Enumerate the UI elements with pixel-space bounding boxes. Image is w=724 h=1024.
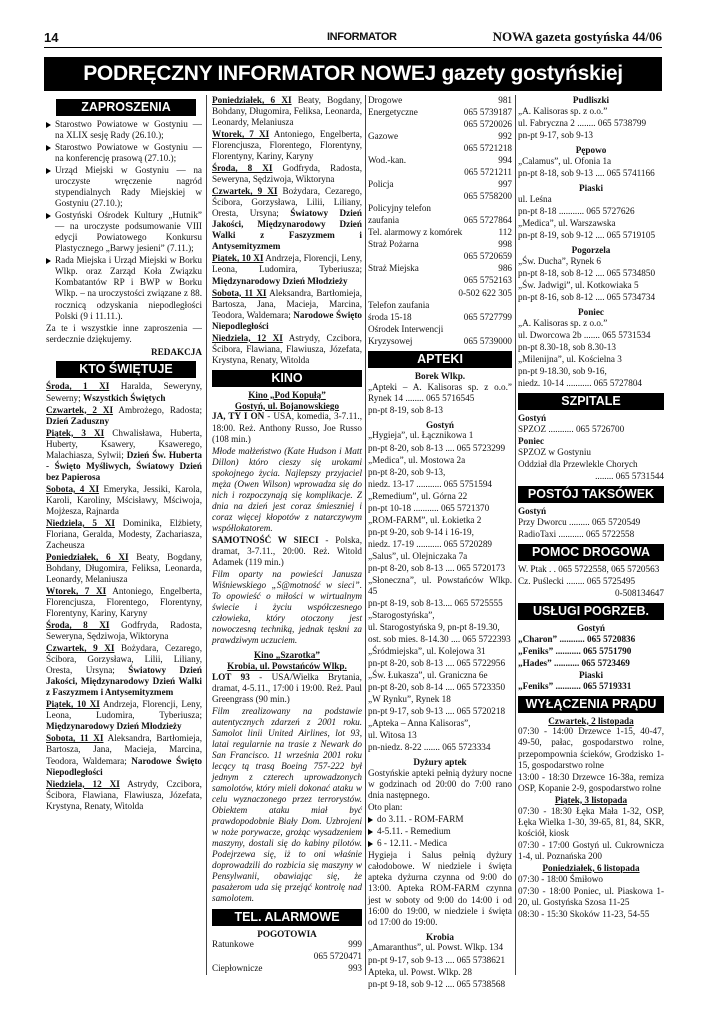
invitation-item: Starostwo Powiatowe w Gostyniu — na XLIX sesję Rady (26.10.); [46, 119, 202, 141]
alarm-number: 112 [498, 227, 512, 238]
outage-text: 13:00 - 18:30 Drzewce 16-38a, remiza OSP, Kopanie 2-9, gospodarstwo rolne [518, 771, 664, 793]
alarm-row [368, 155, 512, 166]
film-title: LOT 93 [212, 671, 250, 682]
pharmacy-line: „Amaranthus”, ul. Powst. Wlkp. 134 [368, 942, 504, 953]
funeral-line: „Feniks” ........... 065 5751790 [518, 645, 632, 656]
pharmacy-line: „Apteki – A. Kalisoras sp. z o.o.” Rynek 14 ........ 065 5716545 [368, 381, 512, 403]
pharmacy-line: „Calamus”, ul. Ofonia 1a [518, 155, 612, 166]
pharmacy-line: pn-pt 8-20, sob 8-13 .... 065 5722956 [368, 658, 506, 669]
taxi-line: Przy Dworcu ......... 065 5720549 [518, 516, 641, 527]
pharmacy-line: „Salus”, ul. Olejniczaka 7a [368, 550, 468, 561]
alarm-number: 0-502 622 305 [458, 287, 512, 298]
column-1 [46, 95, 202, 975]
name-day-names: Beaty, Bogdany, Bohdany, Długomira, Feliksa, Leonarda, Leonardy, Melaniusza [212, 95, 362, 128]
funeral-line: „Hades” ........... 065 5723469 [518, 657, 630, 668]
alarm-number: 065 5720471 [313, 951, 362, 962]
name-day-names: Beaty, Bogdany, Bohdany, Długomira, Feliksa, Leonarda, Leonardy, Melaniusza [46, 551, 202, 585]
section-kino: KINO [212, 370, 362, 387]
pharmacy-line: pn-pt 9-17, sob 9-13 [518, 129, 594, 140]
alarm-row [368, 179, 512, 190]
alarm-row [368, 95, 512, 106]
name-day-date: Niedziela, 12 XI [46, 778, 120, 789]
name-day-date: Czwartek, 9 XI [46, 643, 115, 654]
alarm-number: 065 5720659 [463, 251, 512, 262]
town-heading: Gostyń [425, 419, 455, 430]
pharmacy-line: pn-pt 8-20, sob 9-13, [368, 466, 446, 477]
section-apteki: APTEKI [368, 351, 512, 368]
name-day-entry [212, 288, 362, 332]
alarm-number: 065 5739000 [463, 335, 512, 346]
alarm-number: 065 5727864 [463, 215, 512, 226]
pharmacy-line: ul. Leśna [518, 193, 552, 204]
name-day-date: Sobota, 4 XI [46, 483, 100, 494]
hospital-line: SPZOZ w Gostyniu [518, 446, 591, 457]
alarm-label: Straż Miejska [368, 263, 419, 274]
duty-heading: Dyżury aptek [413, 757, 467, 768]
alarm-label: Policja [368, 179, 394, 190]
film-title: JA, TY I ON [212, 411, 265, 422]
name-day-entry [212, 253, 362, 286]
alarm-label: Telefon zaufania [368, 299, 430, 310]
pharmacy-line: ul. Witosa 13 [368, 730, 417, 741]
pharmacy-line: pn-niedz. 8-22 ....... 065 5723334 [368, 742, 491, 753]
roadside-line: W. Ptak . . 065 5722558, 065 5720563 [518, 563, 660, 574]
alarm-number: 999 [348, 939, 362, 950]
pharmacy-line: „Hygieja”, ul. Łącznikowa 1 [368, 430, 474, 441]
pharmacy-line: „Milenijna”, ul. Kościelna 3 [518, 353, 622, 364]
alarm-row [212, 951, 362, 962]
pharmacy-line: „Słoneczna”, ul. Powstańców Wlkp. 45 [368, 574, 512, 596]
pharmacy-line: pn-pt 8-19, sob 8-13 [368, 404, 444, 415]
pharmacy-line: niedz. 10-14 ........... 065 5727804 [518, 377, 643, 388]
pharmacy-line: „Św. Ducha”, Rynek 6 [518, 255, 601, 266]
pharmacy-line: ul. Starogostyńska 9, pn-pt 8-19.30, [368, 621, 500, 632]
name-day-entry [46, 405, 202, 427]
alarm-number: 986 [498, 263, 512, 274]
alarm-number: 065 5721218 [463, 143, 512, 154]
cinema-name: Kino „Szarotka” [254, 650, 320, 661]
film-description: Film zrealizowany na podstawie autentycznych zdarzeń z 2001 roku. Samolot linii United Airlines, lot 93, lataі regularnie na trasie z Newark do San Francisco. 11 września 2001 roku lecący tą trasą Boeing 757-222 był jednym z czterech uprowadzonych samolotów, który mieli dokonać ataku w celu wyznaczonego przez terrorystów. Obiektem ataku miał być prawdopodobnie Biały Dom. Uzbrojeni w noże porywacze, grożąc wysadzeniem maszyny, dostali się do kabiny pilotów. Podejrzewa się, iż to oni właśnie doprowadzili do rozbicia się maszyny w Pensylwanii, obawiając się, że pasażerom uda się przejąć kontrolę nad samolotem. [212, 705, 362, 904]
section-name: INFORMATOR [327, 31, 397, 43]
name-day-names: Bożydara, Cezarego, Ścibora, Gorzysława, Lilii, Liliany, Oresta, Ursyna; [46, 643, 203, 676]
outage-date: Czwartek, 2 listopada [548, 715, 634, 726]
name-day-entry [46, 620, 202, 642]
hospital-line: ........ 065 5731544 [595, 470, 664, 481]
alarm-row [368, 119, 512, 130]
roadside-line: Cz. Puślecki ........ 065 5725495 [518, 575, 636, 586]
pogotowia-heading: POGOTOWIA [257, 928, 317, 939]
hospital-line: SPZOZ ........... 065 5726700 [518, 423, 625, 434]
alarm-number: 065 5758200 [463, 191, 512, 202]
cinema-name: Kino „Pod Kopułą” [248, 389, 326, 400]
name-day-holiday: Międzynarodowy Dzień Młodzieży [212, 275, 348, 286]
alarm-label: Ratunkowe [212, 939, 254, 950]
outage-date: Piątek, 3 listopada [554, 794, 628, 805]
alarm-number: 065 5720026 [463, 119, 512, 130]
name-day-date: Środa, 8 XI [46, 620, 110, 631]
section-szpitale: SZPITALE [518, 393, 664, 410]
pharmacy-line: pn-pt 9-20, sob 9-14 i 16-19, [368, 526, 474, 537]
pharmacy-line: pn-pt 8.30-18, sob 8.30-13 [518, 341, 616, 352]
duty-item: do 3.11. - ROM-FARM [368, 814, 512, 825]
name-day-names: Andrzeja, Florencji, Leny, Leona, Ludomira, Tyberiusza; [212, 253, 362, 275]
film-description: Film oparty na powieści Janusza Wiśniewskiego „S@motność w sieci”. To opowieść o miłości w wirtualnym świecie i życiu współczesnego człowieka, który otoczony jest nowoczesną techniką, jednak tęskni za prawdziwym uczuciem. [212, 568, 362, 646]
alarm-number: 997 [498, 179, 512, 190]
name-day-date: Piątek, 10 XI [212, 253, 264, 264]
column-divider [365, 95, 366, 975]
hospital-line: Oddział dla Przewlekle Chorych [518, 458, 638, 469]
alarm-row [368, 288, 512, 299]
name-day-holiday: Dzień Zaduszny [46, 415, 110, 426]
pharmacy-line: ost. sob mies. 8-14.30 .... 065 5722393 [368, 634, 511, 644]
town-heading: Krobia [426, 931, 454, 942]
pharmacy-list [518, 256, 664, 303]
name-day-names: Astrydy, Czcibora, Ściborа, Flawiana, Flawiusza, Józefata, Krystyna, Renaty, Witolda [46, 778, 202, 811]
name-day-names: Haralda, Seweryny, Sewerny; [46, 381, 203, 403]
name-day-names: Bożydara, Cezarego, Ścibora, Gorzysława, Lilii, Liliany, Oresta, Ursyna; [212, 186, 363, 219]
funeral-line: „Charon” ........... 065 5720836 [518, 633, 636, 644]
pharmacy-line: pn-pt 9-18, sob 9-12 .... 065 5738568 [368, 978, 506, 989]
alarm-label: Ośrodek Interwencji [368, 323, 444, 334]
town-heading: Poniec [577, 306, 605, 317]
pharmacy-line: „Śródmiejska”, ul. Kolejowa 31 [368, 646, 486, 657]
town-heading: Gostyń [576, 622, 606, 633]
pharmacy-line: pn-pt 8-19, sob 9-12 .... 065 5719105 [518, 229, 656, 240]
alarm-row [212, 939, 362, 950]
name-day-holiday: Dzień Św. Huberta - Święto Myśliwych, Światowy Dzień bez Papierosa [46, 449, 202, 482]
name-day-entry [46, 586, 202, 619]
name-day-holiday: Światowy Dzień Jakości, Międzynarodowy Dzień Walki z Faszyzmem i Antysemityzmem [46, 665, 202, 698]
pharmacy-line: „W Rynku”, Rynek 18 [368, 694, 451, 705]
pharmacy-line: pn-pt 8-19, sob 8-13.... 065 5725555 [368, 597, 503, 608]
town-heading: Pępowo [575, 144, 607, 155]
name-day-entry [46, 381, 202, 403]
name-day-date: Niedziela, 12 XI [212, 332, 283, 343]
name-day-date: Środa, 8 XI [212, 163, 273, 174]
alarm-label: Drogowe [368, 95, 403, 105]
outage-text: 07:30 - 18:00 Poniec, ul. Piaskowa 1-20, ul. Gostyńska Szosa 11-25 [518, 885, 664, 907]
section-tel-alarmowe: TEL. ALARMOWE [212, 909, 362, 926]
name-day-date: Poniedziałek, 6 XI [46, 551, 129, 562]
film-info: - Polska, dramat, 3-7.11., 20:00. Reż. Witold Adamek (119 min.) [212, 534, 362, 567]
pharmacy-line: pn-pt 8-18, sob 9-13 .... 065 5741166 [518, 167, 655, 178]
pharmacy-list [368, 382, 512, 416]
name-day-date: Piątek, 10 XI [46, 699, 100, 710]
alarm-number: 994 [498, 155, 512, 166]
town-heading: Gostyń [518, 412, 547, 423]
outage-text: 07:30 - 14:00 Drzewce 1-15, 40-47, 49-50, pałac, gospodarstwo rolne, przepompownia ścieków, Grodzisko 1-15, gospodarstwo rolne [518, 726, 664, 770]
alarm-phone-list-continued [368, 95, 512, 347]
name-day-holiday: Światowy Dzień Jakości, Międzynarodowy Dzień Walki z Faszyzmem i Antysemityzmem [212, 208, 362, 252]
film-info: - USA, komedia, 3-7.11., 18:00. Reż. Anthony Russo, Joe Russo (108 min.) [212, 411, 363, 444]
alarm-label: Gazowe [368, 131, 399, 142]
name-day-date: Piątek, 3 XI [46, 427, 105, 438]
alarm-number: 993 [348, 963, 362, 974]
pharmacy-line: pn-pt 10-18 ........... 065 5721370 [368, 502, 490, 513]
cinema-address: Gostyń, ul. Bojanowskiego [234, 400, 340, 411]
pharmacy-line: pn-pt 8-20, sob 8-13 .... 065 5720173 [368, 562, 506, 573]
pharmacy-line: „Remedium”, ul. Górna 22 [368, 490, 468, 501]
alarm-row [368, 227, 512, 238]
section-zaproszenia: ZAPROSZENIA [56, 99, 196, 116]
alarm-label: środa 15-18 [368, 311, 412, 322]
town-heading: Gostyń [518, 505, 547, 516]
name-day-entry [46, 779, 202, 812]
alarm-label: Energetyczne [368, 107, 418, 118]
name-day-entry [46, 643, 202, 698]
funeral-line: „Feniks” ........... 065 5719331 [518, 680, 632, 691]
pharmacy-list [518, 156, 664, 179]
pharmacy-line: pn-pt 9-17, sob 9-13 .... 065 5720218 [368, 706, 506, 717]
pharmacy-line: „ROM-FARM”, ul. Łokietka 2 [368, 514, 482, 525]
duty-item: 4-5.11. - Remedium [368, 826, 512, 837]
film-description: Młode małżeństwo (Kate Hudson i Matt Dillon) któro cieszy się urokami spokojnego życia. Najlepszy przyjaciel męża (Owen Wilson) wprowadza się do nich i rozpoczynają się komplikacje. Z dnia na dzień jest coraz śmieszniej i coraz więcej kłopotów z natarczywym współlokatorem. [212, 445, 362, 533]
name-day-names: Aleksandra, Bartłomieja, Bartosza, Jana, Macieja, Marcina, Teodora, Waldemara; [46, 733, 203, 766]
name-day-date: Wtorek, 7 XI [46, 586, 107, 597]
alarm-row [368, 263, 512, 274]
name-day-names: Godfryda, Radosta, Seweryna, Sędziwoja, Wiktoryna [46, 620, 203, 642]
outage-text: 07:30 - 18:00 Śmiłowo [518, 873, 603, 884]
duty-outro: Hygieja i Salus pełnią dyżury całodobowe. W niedziele i święta apteka dyżurna czynna od 9:00 do 13:00. Apteka ROM-FARM czynna jest w soboty od 9:00 do 14:00 i od 16:00 do 19:00, w niedziele i święta od 17:00 do 19:00. [368, 850, 512, 927]
name-day-date: Czwartek, 9 XI [212, 186, 278, 197]
alarm-row [368, 251, 512, 262]
town-heading: Piaski [579, 182, 603, 193]
alarm-number: 065 5739187 [463, 107, 512, 118]
name-day-date: Niedziela, 5 XI [46, 517, 115, 528]
name-day-holiday: Wszystkich Świętych [83, 392, 166, 403]
section-kto-swietuje: KTO ŚWIĘTUJE [56, 361, 196, 378]
alarm-row [368, 131, 512, 142]
invitation-item: Rada Miejska i Urząd Miejski w Borku Wlkp. oraz Zarząd Koła Związku Kombatantów RP i BWP w Borku Wlkp. – na uroczystości związane z 88. rocznicą odzyskania niepodległości Polski (9 i 11.11.). [46, 255, 202, 321]
pharmacy-line: „Św. Jadwigi”, ul. Kotkowiaka 5 [518, 279, 639, 290]
alarm-number: 981 [498, 95, 512, 105]
alarm-row [368, 300, 512, 311]
signature: REDAKCJA [150, 346, 202, 357]
section-taksowki: POSTÓJ TAKSÓWEK [518, 486, 664, 503]
alarm-row [368, 312, 512, 323]
town-heading: Borek Wlkp. [414, 370, 466, 381]
pharmacy-list [518, 194, 664, 241]
alarm-number: 065 5727799 [463, 311, 512, 322]
pharmacy-line: ul. Dworcowa 2b ....... 065 5731534 [518, 329, 651, 340]
invitation-item: Urząd Miejski w Gostyniu — na uroczyste wręczenie nagród stypendialnych Rady Miejskiej w Gostyniu (27.10.); [46, 165, 202, 209]
town-heading: Poniec [518, 435, 545, 446]
name-day-names: Aleksandra, Bartłomieja, Bartosza, Jana, Macieja, Marcina, Teodora, Waldemara; [212, 287, 363, 320]
invitation-item: Gostyński Ośrodek Kultury „Hutnik” — na uroczyste podsumowanie VIII edycji Powiatowego Konkursu Plastycznego „Barwy jesieni” (7.11.); [46, 210, 202, 254]
name-days-list-continued [212, 95, 362, 366]
name-day-entry [46, 484, 202, 517]
section-pomoc-drogowa: POMOC DROGOWA [518, 544, 664, 561]
pharmacy-line: „Św. Łukasza”, ul. Graniczna 6e [368, 670, 488, 681]
alarm-row [368, 191, 512, 202]
invitation-item: Starostwo Powiatowe w Gostyniu — na konferencję prasową (27.10.); [46, 142, 202, 164]
name-day-entry [212, 95, 362, 128]
alarm-number: 998 [498, 239, 512, 250]
pharmacy-line: „A. Kalisoras sp. z o.o.” [518, 105, 608, 116]
pharmacy-line: niedz. 13-17 ........... 065 5751594 [368, 478, 493, 489]
name-day-names: Dominika, Elżbiety, Floriana, Geralda, Modesty, Zachariasza, Zacheusza [46, 517, 202, 550]
pharmacy-list [518, 318, 664, 389]
name-day-names: Emeryka, Jessiki, Karola, Karoli, Karoliny, Mścisławy, Mściwoja, Mojżesza, Rajnarda [46, 483, 202, 516]
name-day-entry [46, 428, 202, 483]
name-day-names: Ambrożego, Radosta; [113, 404, 202, 415]
film-info: - USA/Wielka Brytania, dramat, 4-5.11., 17:00 i 19:00. Reż. Paul Greengrass (90 min.) [212, 671, 362, 704]
column-3 [368, 95, 512, 989]
alarm-row [368, 143, 512, 154]
pharmacy-line: „Starogostyńska”, [368, 609, 435, 620]
banner-title: PODRĘCZNY INFORMATOR NOWEJ gazety gostyńskiej [44, 57, 662, 91]
pharmacy-line: pn-pt 8-20, sob 8-13 .... 065 5723299 [368, 442, 506, 453]
pharmacy-line: „Medica”, ul. Warszawska [518, 217, 616, 228]
column-2 [212, 95, 362, 975]
name-day-holiday: Narodowe Święto Niepodległości [46, 755, 202, 777]
film-title: SAMOTNOŚĆ W SIECI [212, 534, 319, 545]
pharmacy-list [368, 942, 512, 989]
name-day-date: Poniedziałek, 6 XI [212, 95, 292, 105]
alarm-label: Policyjny telefon [368, 203, 432, 214]
name-day-holiday: Międzynarodowy Dzień Młodzieży [46, 721, 182, 732]
column-divider [206, 95, 207, 975]
alarm-label: Kryzysowej [368, 335, 413, 346]
section-uslugi-pogrzebowe: USŁUGI POGRZEB. [518, 603, 664, 620]
duty-plan-label: Oto plan: [368, 802, 403, 813]
alarm-label: Straż Pożarna [368, 239, 419, 250]
pharmacy-line: „Apteka – Anna Kalisoras”, [368, 718, 471, 729]
alarm-row [368, 215, 512, 226]
name-day-entry [46, 518, 202, 551]
alarm-number: 065 5752163 [463, 275, 512, 286]
page-number: 14 [44, 30, 59, 45]
column-divider [515, 95, 516, 975]
pharmacy-line: ul. Fabryczna 2 ........ 065 5738799 [518, 117, 647, 128]
pharmacy-line: pn-pt 8-18, sob 8-12 .... 065 5734850 [518, 267, 656, 278]
alarm-label: zaufania [368, 215, 400, 226]
issue-name: NOWA gazeta gostyńska 44/06 [492, 29, 662, 44]
alarm-phone-list [212, 939, 362, 974]
pharmacy-line: niedz. 17-19 ........... 065 5720289 [368, 538, 493, 549]
town-heading: Pudliszki [572, 95, 610, 105]
section-wylaczenia-pradu: WYŁĄCZENIA PRĄDU [518, 696, 664, 713]
alarm-row [368, 336, 512, 347]
name-day-date: Czwartek, 2 XI [46, 404, 114, 415]
alarm-row [368, 203, 512, 214]
name-day-entry [212, 129, 362, 162]
taxi-line: RadioTaxi ........... 065 5722558 [518, 528, 635, 539]
roadside-line: 0-508134647 [615, 587, 664, 598]
town-heading: Pogorzela [571, 244, 611, 255]
name-day-entry [212, 186, 362, 252]
alarm-label: Ciepłownicze [212, 963, 263, 974]
name-day-date: Sobota, 11 XI [46, 733, 104, 744]
name-day-entry [46, 552, 202, 585]
name-day-names: Antoniego, Engelberta, Florencjusza, Florentego, Florentyny, Florentyny, Kariny, Karyny [46, 586, 202, 619]
alarm-label: Wod.-kan. [368, 155, 407, 166]
outage-text: 07:30 - 17:00 Gostyń ul. Cukrownicza 1-4, ul. Poznańska 200 [518, 839, 664, 861]
cinema-address: Krobia, ul. Powstańców Wlkp. [227, 660, 347, 671]
name-day-date: Środa, 1 XI [46, 381, 110, 392]
name-day-entry [46, 699, 202, 732]
name-day-date: Sobota, 11 XI [212, 287, 267, 298]
duty-item: 6 - 12.11. - Medica [368, 838, 512, 849]
alarm-number: 992 [498, 131, 512, 142]
alarm-number: 065 5721211 [464, 167, 512, 178]
thanks-text: Za te i wszystkie inne zaproszenia — serdecznie dziękujemy. [46, 322, 202, 344]
outage-text: 07:30 - 18:30 Łęka Mała 1-32, OSP, Łęka Wielka 1-30, 39-65, 81, 84, SKR, kościół, kiosk [518, 805, 664, 838]
alarm-row [212, 963, 362, 974]
outage-date: Poniedziałek, 6 listopada [542, 862, 640, 873]
name-day-names: Chwalisława, Huberta, Huberty, Ksawery, Ksawerego, Malachiasza, Sylwii; [46, 427, 202, 460]
alarm-row [368, 324, 512, 335]
pharmacy-line: pn-pt 8-20, sob 8-14 .... 065 5723350 [368, 682, 506, 693]
pharmacy-line: pn-pt 9-18.30, sob 9-16, [518, 365, 607, 376]
pharmacy-line: pn-pt 8-16, sob 8-12 .... 065 5734734 [518, 291, 656, 302]
duty-intro: Gostyńskie apteki pełnią dyżury nocne w godzinach od 20:00 do 7:00 rano dnia następnego. [368, 768, 512, 801]
name-day-holiday: Narodowe Święto Niepodległości [212, 309, 362, 331]
page-header [44, 28, 662, 48]
pharmacy-line: „A. Kalisoras sp. z o.o.” [518, 317, 608, 328]
alarm-row [368, 167, 512, 178]
pharmacy-line: pn-pt 8-18 ........... 065 5727626 [518, 205, 635, 216]
name-days-list [46, 381, 202, 811]
pharmacy-list [368, 430, 512, 753]
name-day-names: Antoniego, Engelberta, Florencjusza, Florentego, Florentyny, Florentyny, Kariny, Karyny [212, 129, 362, 162]
name-day-entry [212, 163, 362, 185]
column-4 [518, 95, 664, 975]
name-day-entry [46, 733, 202, 777]
name-day-entry [212, 333, 362, 366]
alarm-row [368, 275, 512, 286]
alarm-row [368, 239, 512, 250]
pharmacy-line: „Medica”, ul. Mostowa 2a [368, 454, 466, 465]
pharmacy-line: Apteka, ul. Powst. Wlkp. 28 [368, 966, 472, 977]
pharmacy-line: pn-pt 9-17, sob 9-13 .... 065 5738621 [368, 954, 506, 965]
alarm-row [368, 107, 512, 118]
alarm-label: Tel. alarmowy z komórek [368, 227, 463, 238]
name-day-names: Andrzeja, Florencji, Leny, Leona, Ludomira, Tyberiusza; [46, 699, 202, 721]
name-day-date: Wtorek, 7 XI [212, 129, 270, 140]
name-day-names: Godfryda, Radosta, Seweryna, Sędziwoja, Wiktoryna [212, 163, 363, 185]
name-day-names: Astrydy, Czcibora, Ściborа, Flawiana, Flawiusza, Józefata, Krystyna, Renaty, Witolda [212, 332, 362, 365]
pharmacy-list [518, 106, 664, 141]
town-heading: Piaski [579, 669, 603, 680]
outage-text: 08:30 - 15:30 Skoków 11-23, 54-55 [518, 908, 650, 919]
